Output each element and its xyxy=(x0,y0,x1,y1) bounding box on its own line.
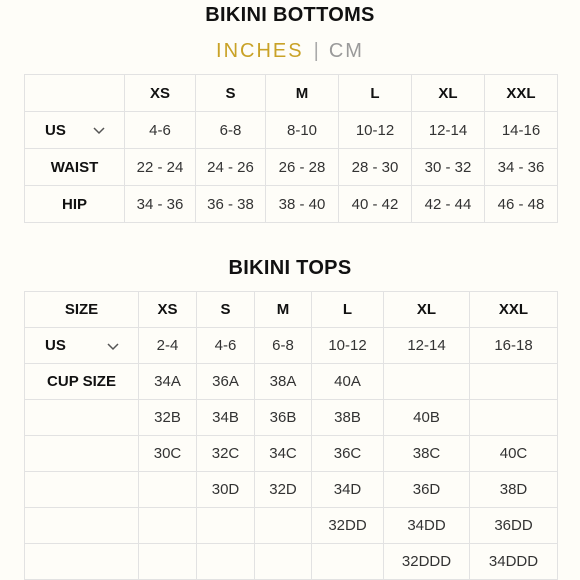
unit-separator: | xyxy=(313,40,319,62)
table-cell: 40A xyxy=(312,364,384,400)
table-row xyxy=(25,400,558,436)
table-header-row xyxy=(25,292,558,328)
table-row xyxy=(25,186,558,223)
table-cell: 16-18 xyxy=(470,328,558,364)
header-cell-xl: XL xyxy=(412,75,485,112)
table-cell: 34B xyxy=(197,400,255,436)
header-cell-xxl: XXL xyxy=(485,75,558,112)
header-cell-xs: XS xyxy=(125,75,196,112)
table-cell: 38C xyxy=(384,436,470,472)
table-row xyxy=(25,328,558,364)
table-cell: 30D xyxy=(197,472,255,508)
table-cell: 30 - 32 xyxy=(412,149,485,186)
us-size-dropdown[interactable] xyxy=(25,328,139,364)
table-cell: 28 - 30 xyxy=(339,149,412,186)
table-row xyxy=(25,436,558,472)
row-label xyxy=(25,400,139,436)
header-cell-m: M xyxy=(266,75,339,112)
row-label xyxy=(25,436,139,472)
table-cell xyxy=(197,508,255,544)
table-cell: 14-16 xyxy=(485,112,558,149)
table-cell: 2-4 xyxy=(139,328,197,364)
table-cell: 24 - 26 xyxy=(196,149,266,186)
table-cell: 34DD xyxy=(384,508,470,544)
bikini-bottoms-size-table xyxy=(24,74,558,223)
table-row xyxy=(25,544,558,580)
table-cell: 6-8 xyxy=(255,328,312,364)
table-cell: 40B xyxy=(384,400,470,436)
table-cell: 22 - 24 xyxy=(125,149,196,186)
table-cell: 36D xyxy=(384,472,470,508)
table-cell: 32B xyxy=(139,400,197,436)
table-cell xyxy=(255,544,312,580)
header-cell-xs: XS xyxy=(139,292,197,328)
table-cell xyxy=(384,364,470,400)
table-cell: 32DD xyxy=(312,508,384,544)
row-label xyxy=(25,508,139,544)
table-row xyxy=(25,149,558,186)
table-cell: 36B xyxy=(255,400,312,436)
table-cell: 34A xyxy=(139,364,197,400)
table-cell xyxy=(470,364,558,400)
table-cell: 34D xyxy=(312,472,384,508)
row-label-waist: WAIST xyxy=(25,149,125,186)
table-row xyxy=(25,112,558,149)
table-cell: 38A xyxy=(255,364,312,400)
us-size-label: US xyxy=(45,121,66,139)
table-cell: 36 - 38 xyxy=(196,186,266,223)
header-cell-l: L xyxy=(312,292,384,328)
chevron-down-icon xyxy=(92,123,106,137)
table-cell: 34C xyxy=(255,436,312,472)
bikini-bottoms-title: BIKINI BOTTOMS xyxy=(205,4,375,26)
table-cell: 6-8 xyxy=(196,112,266,149)
table-cell: 32C xyxy=(197,436,255,472)
table-cell: 32D xyxy=(255,472,312,508)
us-size-dropdown[interactable] xyxy=(25,112,125,149)
row-label-hip: HIP xyxy=(25,186,125,223)
cm-toggle[interactable]: CM xyxy=(328,40,364,62)
table-row xyxy=(25,508,558,544)
table-header-row xyxy=(25,75,558,112)
table-row xyxy=(25,364,558,400)
bikini-tops-size-table xyxy=(24,291,558,580)
table-cell: 36A xyxy=(197,364,255,400)
table-cell: 38B xyxy=(312,400,384,436)
table-cell: 12-14 xyxy=(412,112,485,149)
row-label xyxy=(25,472,139,508)
unit-toggle xyxy=(0,40,580,63)
table-cell: 26 - 28 xyxy=(266,149,339,186)
chevron-down-icon xyxy=(106,339,120,353)
table-cell: 34DDD xyxy=(470,544,558,580)
table-cell: 40 - 42 xyxy=(339,186,412,223)
table-cell: 36DD xyxy=(470,508,558,544)
table-cell: 46 - 48 xyxy=(485,186,558,223)
header-cell-l: L xyxy=(339,75,412,112)
table-cell: 38 - 40 xyxy=(266,186,339,223)
table-cell: 34 - 36 xyxy=(485,149,558,186)
table-cell: 10-12 xyxy=(312,328,384,364)
table-cell xyxy=(312,544,384,580)
header-cell-xxl: XXL xyxy=(470,292,558,328)
inches-toggle[interactable]: INCHES xyxy=(216,40,304,62)
table-cell: 12-14 xyxy=(384,328,470,364)
header-cell-size: SIZE xyxy=(25,292,139,328)
row-label xyxy=(25,544,139,580)
table-cell: 42 - 44 xyxy=(412,186,485,223)
table-cell xyxy=(197,544,255,580)
table-cell xyxy=(139,544,197,580)
table-cell: 40C xyxy=(470,436,558,472)
table-cell: 38D xyxy=(470,472,558,508)
table-cell: 8-10 xyxy=(266,112,339,149)
table-cell: 32DDD xyxy=(384,544,470,580)
table-row xyxy=(25,472,558,508)
table-cell xyxy=(139,508,197,544)
header-cell xyxy=(25,75,125,112)
table-cell: 36C xyxy=(312,436,384,472)
table-cell: 34 - 36 xyxy=(125,186,196,223)
table-cell: 10-12 xyxy=(339,112,412,149)
header-cell-xl: XL xyxy=(384,292,470,328)
us-size-label: US xyxy=(45,337,66,354)
table-cell: 4-6 xyxy=(125,112,196,149)
table-cell xyxy=(470,400,558,436)
row-label-cup-size: CUP SIZE xyxy=(25,364,139,400)
header-cell-s: S xyxy=(196,75,266,112)
header-cell-m: M xyxy=(255,292,312,328)
bikini-tops-title: BIKINI TOPS xyxy=(228,257,352,279)
table-cell: 30C xyxy=(139,436,197,472)
header-cell-s: S xyxy=(197,292,255,328)
table-cell: 4-6 xyxy=(197,328,255,364)
table-cell xyxy=(255,508,312,544)
table-cell xyxy=(139,472,197,508)
